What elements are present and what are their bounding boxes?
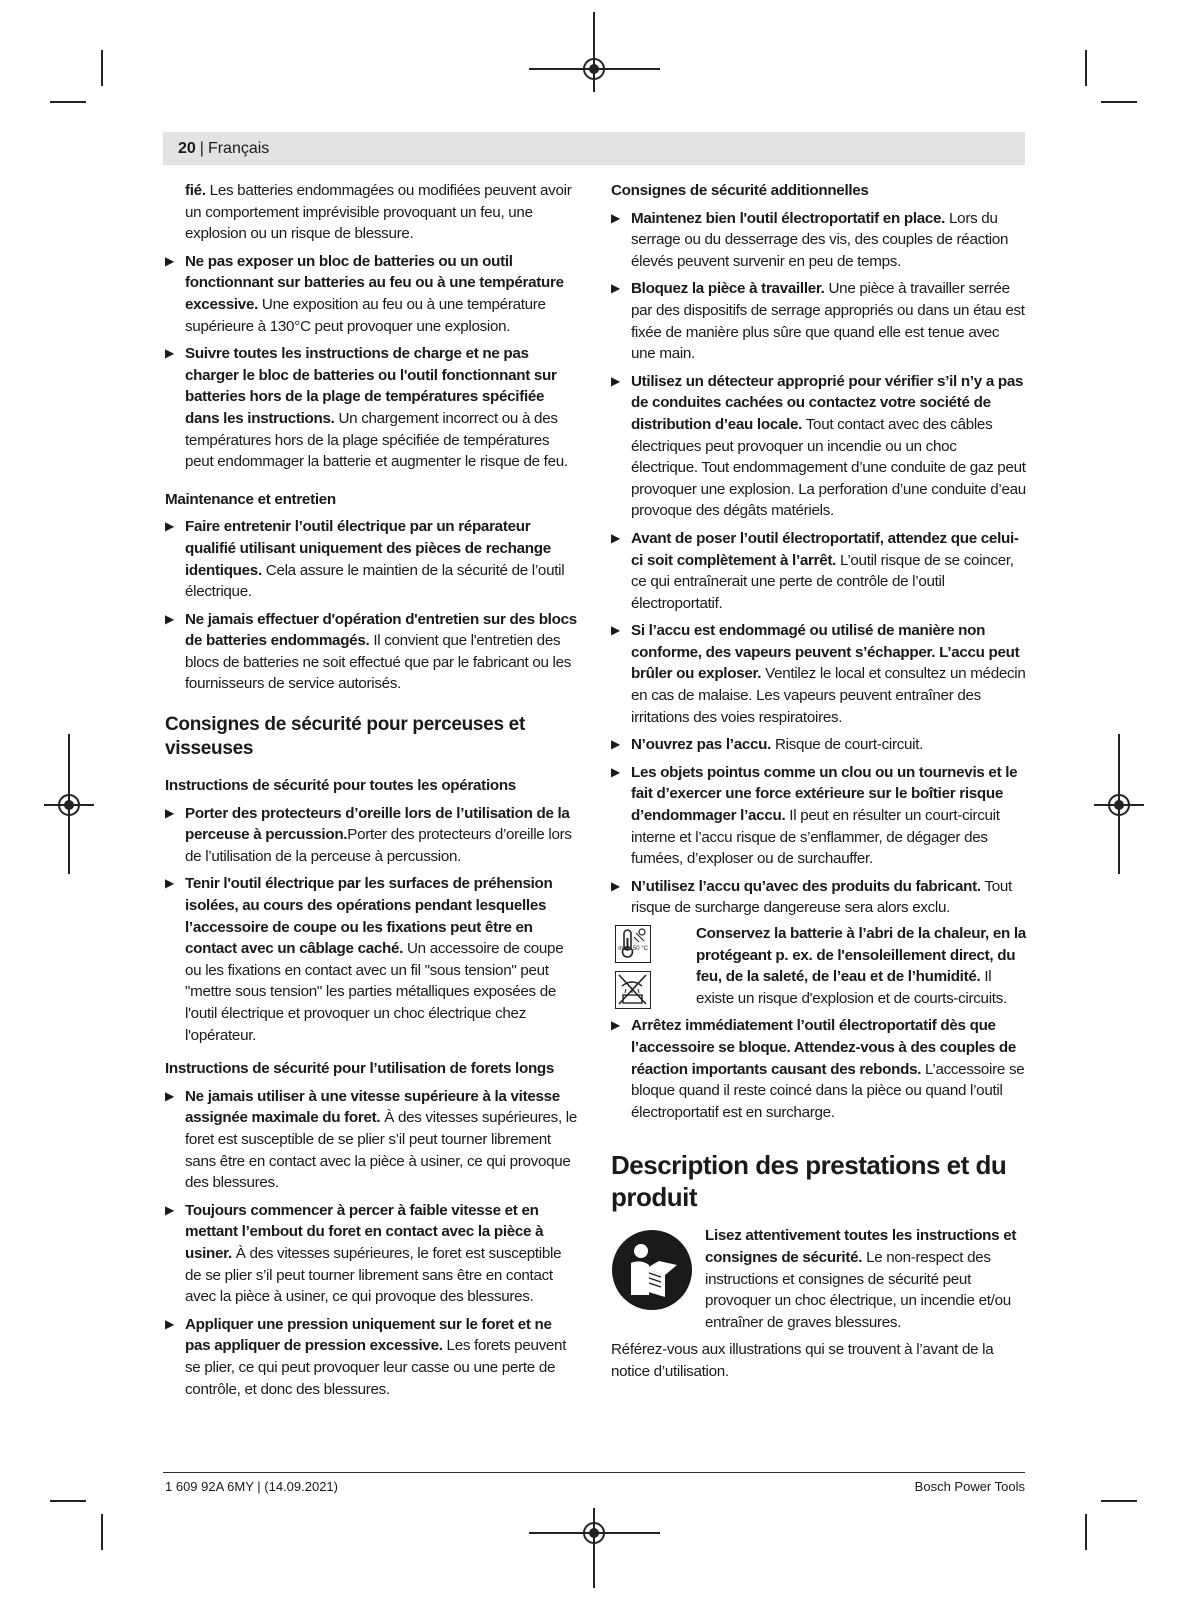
- read-manual-icon: [611, 1229, 693, 1311]
- thermometer-sun-icon: [615, 925, 651, 963]
- bullet-arrow-icon: ▶: [611, 623, 620, 638]
- bullet-arrow-icon: ▶: [611, 530, 620, 545]
- list-item: ▶ Suivre toutes les instructions de charge et ne pas charger le bloc de batteries ou l'outil fonctionnant sur batteries hors de la plage de températures spécifiée dans les instructions. Un chargement incorrect ou à des températures hors de la plage spécifiée de températures peut endommager la batterie et augmenter le risque de feu.: [165, 345, 568, 471]
- continued-item: fié. Les batteries endommagées ou modifiées peuvent avoir un comportement imprévisible provoquant un feu, une explosion ou un risque de blessure.: [185, 182, 572, 243]
- list-item: ▶ Porter des protecteurs d’oreille lors de l’utilisation de la perceuse à percussion.Porter des protecteurs d’oreille lors de l’utilisation de la perceuse à percussion.: [165, 804, 572, 865]
- drill-safety-heading: Consignes de sécurité pour perceuses et visseuses: [165, 714, 525, 760]
- list-item: ▶ N’utilisez l’accu qu’avec des produits du fabricant. Tout risque de surcharge dangereuse sera alors exclu.: [611, 877, 1012, 917]
- list-item: ▶ Si l’accu est endommagé ou utilisé de manière non conforme, des vapeurs peuvent s’échapper. L’accu peut brûler ou exploser. Ventilez le local et consultez un médecin en cas de malaise. Les vapeurs peuvent entraîner des irritations des voies respiratoires.: [611, 622, 1026, 726]
- bullet-arrow-icon: ▶: [165, 611, 174, 626]
- right-column: [611, 180, 1026, 1387]
- list-item: ▶ Toujours commencer à percer à faible vitesse et en mettant l’embout du foret en contact avec la pièce à usiner. À des vitesses supérieures, le foret est susceptible de se plier s’il peut tourner librement sans être en contact avec la pièce à usiner, ce qui provoque des blessures.: [165, 1201, 562, 1306]
- bullet-arrow-icon: ▶: [611, 764, 620, 779]
- page-header: [163, 132, 1025, 165]
- header-language: Français: [207, 139, 270, 157]
- additional-safety-heading: Consignes de sécurité additionnelles: [611, 182, 869, 199]
- no-water-icon: [615, 971, 651, 1009]
- list-item: ▶ Utilisez un détecteur approprié pour vérifier s’il n’y a pas de conduites cachées ou contactez votre société de distribution d’eau locale. Tout contact avec des câbles électriques peut provoquer un incendie ou un choc électrique. Tout endommagement d’une conduite de gaz peut provoquer une explosion. La perforation d’une conduite d’eau provoque des dégâts matériels.: [611, 372, 1026, 520]
- bullet-arrow-icon: ▶: [165, 253, 174, 268]
- list-item: ▶ Ne jamais utiliser à une vitesse supérieure à la vitesse assignée maximale du foret. À des vitesses supérieures, le foret est susceptible de se plier s’il peut tourner librement sans être en contact avec la pièce à usiner, ce qui provoque des blessures.: [165, 1087, 578, 1192]
- bullet-arrow-icon: ▶: [165, 519, 174, 534]
- bullet-arrow-icon: ▶: [165, 805, 174, 820]
- bullet-arrow-icon: ▶: [165, 346, 174, 361]
- list-item: ▶ Tenir l'outil électrique par les surfaces de préhension isolées, au cours des opérations pendant lesquelles l’accessoire de coupe ou les fixations peut être en contact avec un câblage caché. Un accessoire de coupe ou les fixations en contact avec un fil "sous tension" peut "mettre sous tension" les parties métalliques exposées de l'outil électrique et provoquer un choc électrique chez l'opérateur.: [165, 875, 564, 1044]
- long-bits-heading: Instructions de sécurité pour l’utilisation de forets longs: [165, 1060, 555, 1078]
- bullet-arrow-icon: ▶: [611, 878, 620, 893]
- footer-document-id: 1 609 92A 6MY | (14.09.2021): [165, 1479, 338, 1494]
- bullet-arrow-icon: ▶: [611, 373, 620, 388]
- footer-brand: Bosch Power Tools: [914, 1479, 1025, 1494]
- bullet-arrow-icon: ▶: [611, 210, 620, 225]
- footer-rule: [163, 1472, 1025, 1473]
- bullet-arrow-icon: ▶: [165, 1202, 174, 1217]
- list-item: ▶ Ne pas exposer un bloc de batteries ou un outil fonctionnant sur batteries au feu ou à une température excessive. Une exposition au feu ou à une température supérieure à 130°C peut provoquer une explosion.: [165, 252, 564, 335]
- list-item: ▶ Appliquer une pression uniquement sur le foret et ne pas appliquer de pression excessive. Les forets peuvent se plier, ce qui peut provoquer leur casse ou une perte de contrôle, et donc des blessures.: [165, 1315, 567, 1398]
- list-item: ▶ Avant de poser l’outil électroportatif, attendez que celui-ci soit complètement à l’arrêt. L’outil risque de se coincer, ce qui entraînerait une perte de contrôle de l’outil électroportatif.: [611, 529, 1019, 612]
- list-item: ▶ Arrêtez immédiatement l’outil électroportatif dès que l’accessoire se bloque. Attendez-vous à des couples de réaction importants causant des rebonds. L’accessoire se bloque quand il reste coincé dans la pièce ou quand l’outil électroportatif est en surcharge.: [611, 1017, 1025, 1121]
- list-item: ▶ Faire entretenir l’outil électrique par un réparateur qualifié utilisant uniquement des pièces de rechange identiques. Cela assure le maintien de la sécurité de l’outil électrique.: [165, 518, 565, 601]
- bullet-arrow-icon: ▶: [611, 737, 620, 752]
- all-operations-heading: Instructions de sécurité pour toutes les opérations: [165, 777, 516, 795]
- bullet-arrow-icon: ▶: [165, 1316, 174, 1331]
- page-number: 20: [178, 139, 196, 157]
- left-column: [165, 180, 580, 1406]
- max-temperature-label: max. 50 °C: [618, 946, 648, 953]
- maintenance-heading: Maintenance et entretien: [165, 490, 336, 508]
- list-item: ▶ N’ouvrez pas l’accu. Risque de court-circuit.: [611, 734, 1026, 756]
- header-separator: |: [199, 139, 204, 157]
- description-heading: Description des prestations et du produit: [611, 1150, 1007, 1213]
- list-item: ▶ Ne jamais effectuer d'opération d'entretien sur des blocs de batteries endommagés. Il convient que l'entretien des blocs de batteries ne soit effectué que par le fabricant ou les fournisseurs de service autorisés.: [165, 610, 577, 693]
- list-item: ▶ Bloquez la pièce à travailler. Une pièce à travailler serrée par des dispositifs de serrage appropriés ou dans un étau est fixée de manière plus sûre que quand elle est tenue avec une main.: [611, 280, 1025, 363]
- bullet-arrow-icon: ▶: [611, 1018, 620, 1033]
- illustrations-note: Référez-vous aux illustrations qui se trouvent à l’avant de la notice d’utilisation.: [611, 1341, 994, 1380]
- bullet-arrow-icon: ▶: [611, 281, 620, 296]
- battery-heat-warning: max. 50 °C Conservez la batterie à l’abri de la chaleur, en la protégeant p. ex. de l'ensoleillement direct, du feu, de la saleté, de l’eau et de l’humidité. Il existe un risque d'explosion et de courts-circuits.: [611, 923, 1026, 1009]
- bullet-arrow-icon: ▶: [165, 876, 174, 891]
- read-instructions-block: Lisez attentivement toutes les instructions et consignes de sécurité. Le non-respect des instructions et consignes de sécurité peut provoquer un choc électrique, un incendie et/ou entraîner de graves blessures.: [611, 1225, 1026, 1333]
- list-item: ▶ Les objets pointus comme un clou ou un tournevis et le fait d’exercer une force extérieure sur le boîtier risque d’endommager l’accu. Il peut en résulter un court-circuit interne et l’accu risque de s’enflammer, de dégager des fumées, d’exploser ou de surchauffer.: [611, 763, 1018, 868]
- list-item: ▶ Maintenez bien l'outil électroportatif en place. Lors du serrage ou du desserrage des vis, des couples de réaction élevés peuvent survenir en peu de temps.: [611, 209, 1009, 270]
- bullet-arrow-icon: ▶: [165, 1088, 174, 1103]
